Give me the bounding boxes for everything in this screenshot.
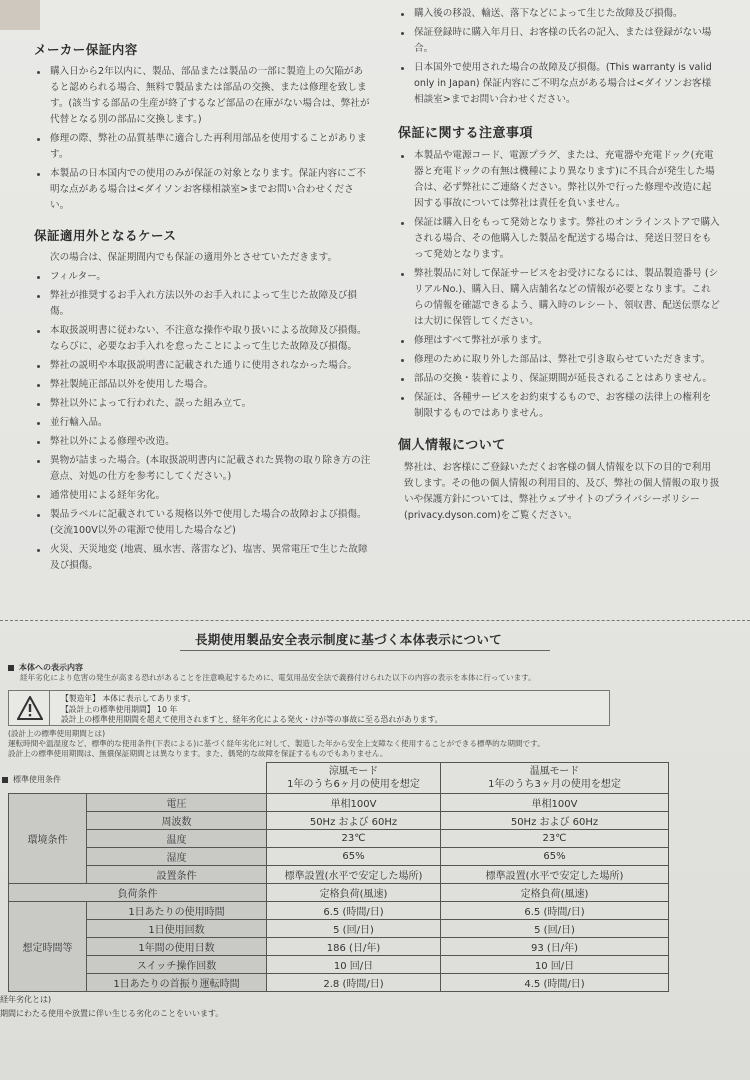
warranty-notes-title: 保証に関する注意事項: [398, 126, 534, 141]
list-item: 日本国外で使用された場合の故障及び損傷。(This warranty is valid only in Japan) 保証内容にご不明な点がある場合は<ダイソンお客様相談室>までお問い合わせください。: [398, 60, 720, 108]
cell-value: 65%: [267, 848, 441, 866]
list-item: 保証は、各種サービスをお約束するもので、お客様の法律上の権利を制限するものではありません。: [398, 390, 720, 422]
cell-value: 50Hz および 60Hz: [267, 812, 441, 830]
left-column: [34, 32, 372, 577]
warning-divider: [49, 691, 50, 725]
cell-value: 23℃: [441, 830, 669, 848]
row-label: 電圧: [87, 794, 267, 812]
row-label: 1日使用回数: [87, 920, 267, 938]
title-underline: [180, 650, 550, 651]
cell-value: 5 (回/日): [267, 920, 441, 938]
list-item: 異物が詰まった場合。(本取扱説明書内に記載された異物の取り除き方の注意点、対処の仕方を参考にしてください。): [34, 453, 372, 485]
warning-label-box: [8, 690, 610, 726]
design-period-warning: 設計上の標準使用期間を超えて使用されますと、経年劣化による発火・けが等の事故に至る恐れがあります。: [61, 715, 443, 724]
row-label: 周波数: [87, 812, 267, 830]
table-row: [9, 956, 669, 974]
warranty-title: メーカー保証内容: [34, 42, 138, 57]
table-row: [9, 974, 669, 992]
list-item: 修理はすべて弊社が承ります。: [398, 333, 720, 349]
list-item: 購入後の移設、輸送、落下などによって生じた故障及び損傷。: [398, 6, 720, 22]
cell-value: 標準設置(水平で安定した場所): [441, 866, 669, 884]
list-item: フィルター。: [34, 269, 372, 285]
list-item: 本取扱説明書に従わない、不注意な操作や取り扱いによる故障及び損傷。ならびに、必要なお手入れを怠ったことによって生じた故障及び損傷。: [34, 323, 372, 355]
row-label: 湿度: [87, 848, 267, 866]
exclusions-continued-list: [398, 6, 720, 108]
table-row: [9, 902, 669, 920]
exclusions-intro: 次の場合は、保証期間内でも保証の適用外とさせていただきます。: [50, 252, 338, 263]
env-conditions-group: 環境条件: [9, 794, 87, 884]
cell-value: 93 (日/年): [441, 938, 669, 956]
table-row: [9, 812, 669, 830]
list-item: 本製品の日本国内での使用のみが保証の対象となります。保証内容にご不明な点がある場合は<ダイソンお客様相談室>までお問い合わせください。: [34, 166, 372, 214]
load-conditions-group: 負荷条件: [9, 884, 267, 902]
cell-value: 10 回/日: [441, 956, 669, 974]
design-period-text-2: 設計上の標準使用期間は、無償保証期間とは異なります。また、偶発的な故障を保証するものでもありません。: [8, 749, 388, 758]
warm-mode-header: 温風モード 1年のうち3ヶ月の使用を想定: [441, 763, 669, 794]
cell-value: 65%: [441, 848, 669, 866]
row-label: 1日あたりの使用時間: [87, 902, 267, 920]
row-label: 設置条件: [87, 866, 267, 884]
cell-value: 定格負荷(風速): [267, 884, 441, 902]
cell-value: 50Hz および 60Hz: [441, 812, 669, 830]
table-row: [9, 794, 669, 812]
standard-conditions-head: 標準使用条件: [2, 774, 61, 785]
right-column: [398, 6, 720, 527]
exclusions-title: 保証適用外となるケース: [34, 228, 177, 243]
table-row: [9, 938, 669, 956]
row-label: 1日あたりの首振り運転時間: [87, 974, 267, 992]
display-content-text: 経年劣化により危害の発生が高まる恐れがあることを注意喚起するために、電気用品安全法で義務付けられた以下の内容の表示を本体に行っています。: [20, 673, 536, 682]
cell-value: 標準設置(水平で安定した場所): [267, 866, 441, 884]
row-label: 1年間の使用日数: [87, 938, 267, 956]
list-item: 弊社以外による修理や改造。: [34, 434, 372, 450]
cell-value: 10 回/日: [267, 956, 441, 974]
list-item: 弊社以外によって行われた、誤った組み立て。: [34, 396, 372, 412]
table-row: [9, 920, 669, 938]
cell-value: 単相100V: [441, 794, 669, 812]
design-period-text-1: 運転時間や温湿度など、標準的な使用条件(下表による)に基づく経年劣化に対して、製造した年から安全上支障なく使用することができる標準的な期間です。: [8, 739, 545, 748]
list-item: 保証登録時に購入年月日、お客様の氏名の記入、または登録がない場合。: [398, 25, 720, 57]
table-row: [9, 884, 669, 902]
display-content-head: 本体への表示内容: [8, 662, 83, 673]
time-conditions-group: 想定時間等: [9, 902, 87, 992]
aging-definition-head: 経年劣化とは): [0, 995, 52, 1004]
warranty-notes-list: [398, 148, 720, 422]
list-item: 弊社の説明や本取扱説明書に記載された通りに使用されなかった場合。: [34, 358, 372, 374]
cell-value: 6.5 (時間/日): [441, 902, 669, 920]
row-label: 温度: [87, 830, 267, 848]
list-item: 弊社製純正部品以外を使用した場合。: [34, 377, 372, 393]
privacy-body: 弊社は、お客様にご登録いただくお客様の個人情報を以下の目的で利用致します。その他の個人情報の利用目的、及び、弊社の個人情報の取り扱いや保護方針については、弊社ウェブサイトのプライバシーポリシー(privacy.dyson.com)をご覧ください。: [404, 462, 720, 521]
list-item: 弊社製品に対して保証サービスをお受けになるには、製品製造番号 (シリアルNo.)、購入日、購入店舗名などの情報が必要となります。これらの情報を確認できるよう、購入時のレシート、領収書、配送伝票などは大切に保管してください。: [398, 266, 720, 330]
cell-value: 5 (回/日): [441, 920, 669, 938]
list-item: 購入日から2年以内に、製品、部品または製品の一部に製造上の欠陥があると認められる場合、無料で製品または部品の交換、または修理を致します。(該当する部品の生産が終了するなど部品の在庫がない場合は、弊社が代替となる別の部品に交換します。): [34, 64, 372, 128]
manufacture-year-label: 【製造年】 本体に表示してあります。: [61, 694, 196, 703]
design-period-head: (設計上の標準使用期間とは): [8, 729, 106, 738]
background-corner: [0, 0, 40, 30]
cell-value: 4.5 (時間/日): [441, 974, 669, 992]
list-item: 火災、天災地変 (地震、風水害、落雷など)、塩害、異常電圧で生じた故障及び損傷。: [34, 542, 372, 574]
cell-value: 23℃: [267, 830, 441, 848]
cell-value: 定格負荷(風速): [441, 884, 669, 902]
design-period-label: 【設計上の標準使用期間】 10 年: [61, 705, 178, 714]
list-item: 修理のために取り外した部品は、弊社で引き取らせていただきます。: [398, 352, 720, 368]
aging-definition-text: 期間にわたる使用や放置に伴い生じる劣化のことをいいます。: [0, 1009, 224, 1018]
list-item: 保証は購入日をもって発効となります。弊社のオンラインストアで購入される場合、その他購入した製品を配送する場合は、発送日翌日をもって発効となります。: [398, 215, 720, 263]
list-item: 本製品や電源コード、電源プラグ、または、充電器や充電ドック(充電器と充電ドックの有無は機種により異なります)に不具合が発生した場合は、必ず弊社にご連絡ください。弊社以外で行った修理や改造に起因する事故については弊社は責任を負いません。: [398, 148, 720, 212]
cell-value: 単相100V: [267, 794, 441, 812]
safety-section-title: 長期使用製品安全表示制度に基づく本体表示について: [195, 632, 502, 647]
warranty-list: [34, 64, 372, 214]
privacy-title: 個人情報について: [398, 438, 506, 453]
cell-value: 186 (日/年): [267, 938, 441, 956]
cell-value: 6.5 (時間/日): [267, 902, 441, 920]
list-item: 部品の交換・装着により、保証期間が延長されることはありません。: [398, 371, 720, 387]
table-row: [9, 830, 669, 848]
list-item: 通常使用による経年劣化。: [34, 488, 372, 504]
warning-triangle-icon: [17, 696, 43, 720]
list-item: 弊社が推奨するお手入れ方法以外のお手入れによって生じた故障及び損傷。: [34, 288, 372, 320]
table-row: [9, 866, 669, 884]
table-header-row: [9, 763, 669, 794]
cell-value: 2.8 (時間/日): [267, 974, 441, 992]
dashed-separator: [0, 620, 750, 621]
usage-conditions-table: [8, 762, 669, 992]
list-item: 並行輸入品。: [34, 415, 372, 431]
list-item: 修理の際、弊社の品質基準に適合した再利用部品を使用することがあります。: [34, 131, 372, 163]
row-label: スイッチ操作回数: [87, 956, 267, 974]
list-item: 製品ラベルに記載されている規格以外で使用した場合の故障および損傷。(交流100V以外の電源で使用した場合など): [34, 507, 372, 539]
table-row: [9, 848, 669, 866]
exclusions-list: [34, 269, 372, 574]
cool-mode-header: 涼風モード 1年のうち6ヶ月の使用を想定: [267, 763, 441, 794]
